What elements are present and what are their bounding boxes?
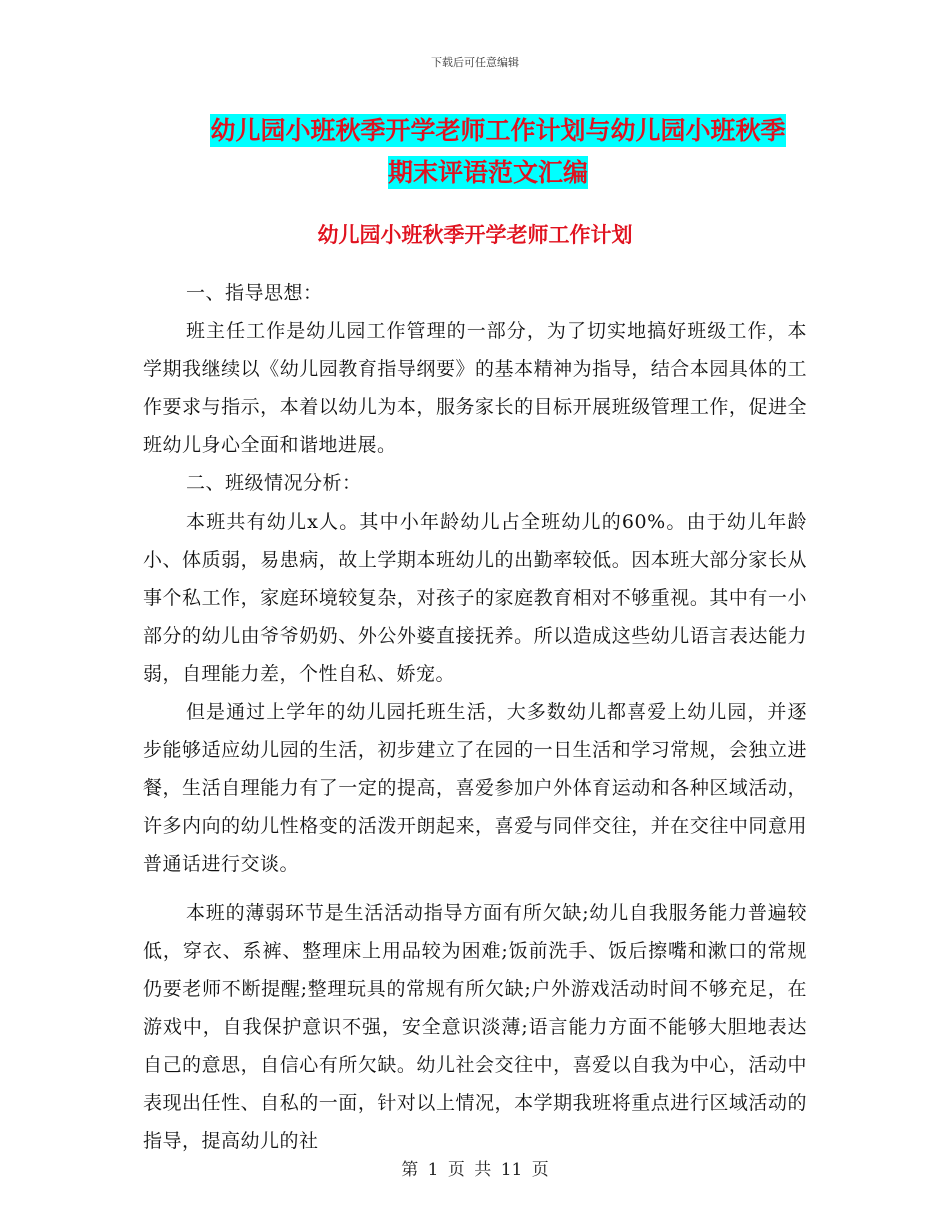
section-title: 幼儿园小班秋季开学老师工作计划: [317, 223, 633, 247]
document-title-line2-text: 期末评语范文汇编: [387, 158, 588, 187]
document-body: [143, 274, 807, 1160]
heading-guiding-ideology: 一、指导思想：: [186, 282, 323, 304]
paragraph-1: 班主任工作是幼儿园工作管理的一部分，为了切实地搞好班级工作，本学期我继续以《幼儿园教育指导纲要》的基本精神为指导，结合本园具体的工作要求与指示，本着以幼儿为本，服务家长的目标开展班级管理工作，促进全班幼儿身心全面和谐地进展。: [143, 320, 807, 457]
document-title-line1: [23, 116, 950, 146]
heading-class-analysis: 二、班级情况分析：: [186, 472, 362, 495]
document-title-line1-text: 幼儿园小班秋季开学老师工作计划与幼儿园小班秋季: [210, 116, 786, 145]
page-footer: 第 1 页 共 11 页: [401, 1160, 549, 1180]
document-title-line2: [13, 158, 950, 188]
paragraph-2: 本班共有幼儿x人。其中小年龄幼儿占全班幼儿的60%。由于幼儿年龄小、体质弱，易患病，故上学期本班幼儿的出勤率较低。因本班大部分家长从事个私工作，家庭环境较复杂，对孩子的家庭教育相对不够重视。其中有一小部分的幼儿由爷爷奶奶、外公外婆直接抚养。所以造成这些幼儿语言表达能力弱，自理能力差，个性自私、娇宠。: [143, 510, 807, 685]
paragraph-4: 本班的薄弱环节是生活活动指导方面有所欠缺;幼儿自我服务能力普遍较低，穿衣、系裤、整理床上用品较为困难;饭前洗手、饭后擦嘴和漱口的常规仍要老师不断提醒;整理玩具的常规有所欠缺;户外游戏活动时间不够充足，在游戏中，自我保护意识不强，安全意识淡薄;语言能力方面不能够大胆地表达自己的意思，自信心有所欠缺。幼儿社会交往中，喜爱以自我为中心，活动中表现出任性、自私的一面，针对以上情况，本学期我班将重点进行区域活动的指导，提高幼儿的社: [143, 901, 807, 1153]
page-header-note: 下载后可任意编辑: [431, 56, 519, 69]
paragraph-3: 但是通过上学年的幼儿园托班生活，大多数幼儿都喜爱上幼儿园，并逐步能够适应幼儿园的生活，初步建立了在园的一日生活和学习常规，会独立进餐，生活自理能力有了一定的提高，喜爱参加户外体育运动和各种区域活动，许多内向的幼儿性格变的活泼开朗起来，喜爱与同伴交往，并在交往中同意用普通话进行交谈。: [143, 701, 807, 876]
